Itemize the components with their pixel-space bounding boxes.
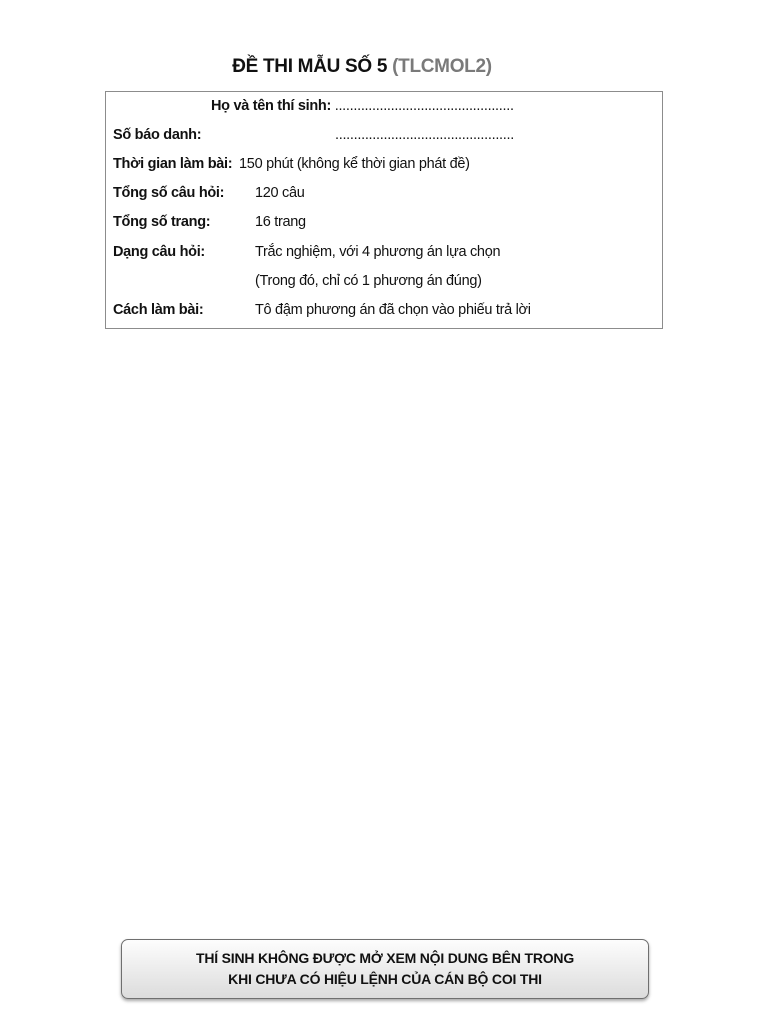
id-label: Số báo danh: bbox=[113, 127, 202, 143]
page-title bbox=[0, 56, 724, 78]
notice-line-2: KHI CHƯA CÓ HIỆU LỆNH CỦA CÁN BỘ COI THI bbox=[228, 971, 542, 987]
id-row bbox=[113, 125, 514, 145]
candidate-name-row bbox=[211, 96, 514, 116]
questions-label: Tổng số câu hỏi: bbox=[113, 185, 225, 201]
pages-value: 16 trang bbox=[255, 214, 306, 230]
type-value-2: (Trong đó, chỉ có 1 phương án đúng) bbox=[255, 273, 482, 289]
exam-info-box bbox=[105, 91, 663, 329]
pages-label: Tổng số trang: bbox=[113, 214, 211, 230]
pages-row bbox=[113, 212, 306, 232]
exam-code: (TLCMOL2) bbox=[392, 56, 492, 77]
exam-title: ĐỀ THI MẪU SỐ 5 bbox=[232, 56, 388, 77]
type-row bbox=[113, 242, 501, 262]
candidate-name-value: ................................................ bbox=[334, 98, 514, 114]
method-row bbox=[113, 300, 531, 320]
warning-notice bbox=[121, 939, 649, 999]
notice-line-1: THÍ SINH KHÔNG ĐƯỢC MỞ XEM NỘI DUNG BÊN TRONG bbox=[195, 950, 575, 966]
time-label: Thời gian làm bài: bbox=[113, 156, 233, 172]
type-value-1: Trắc nghiệm, với 4 phương án lựa chọn bbox=[255, 244, 501, 260]
time-row bbox=[113, 154, 470, 174]
time-value: 150 phút (không kể thời gian phát đề) bbox=[239, 156, 470, 172]
questions-value: 120 câu bbox=[255, 185, 305, 201]
id-value: ................................................ bbox=[335, 127, 514, 143]
type-label: Dạng câu hỏi: bbox=[113, 244, 205, 260]
method-label: Cách làm bài: bbox=[113, 302, 204, 318]
candidate-name-label: Họ và tên thí sinh: bbox=[211, 98, 331, 114]
questions-row bbox=[113, 183, 305, 203]
method-value: Tô đậm phương án đã chọn vào phiếu trả lời bbox=[255, 302, 531, 318]
